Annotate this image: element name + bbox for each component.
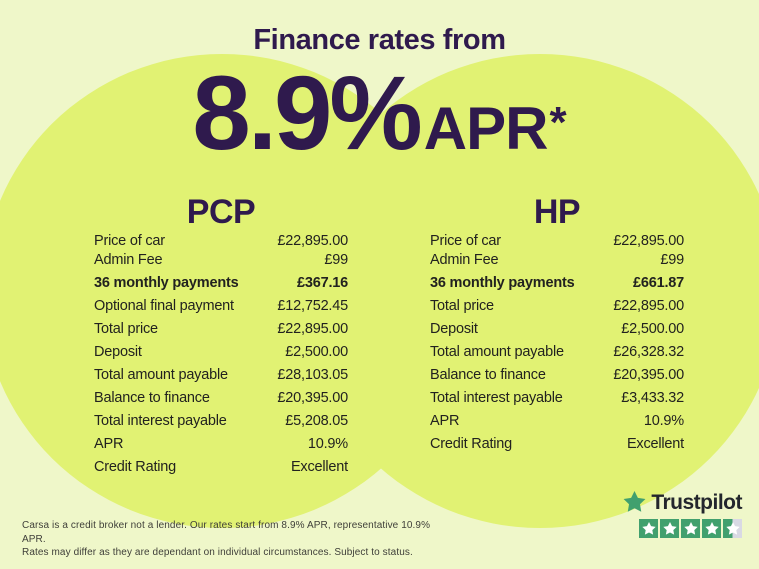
row-value: 10.9% (643, 413, 684, 429)
trustpilot-star-full (681, 519, 700, 538)
row-value: £2,500.00 (285, 344, 348, 360)
finance-row (430, 251, 684, 270)
rate-value: 8.9% (192, 55, 420, 172)
pcp-column-title: PCP (186, 193, 256, 231)
page-title: Finance rates from (253, 24, 506, 56)
row-value: £22,895.00 (277, 233, 348, 249)
finance-row (430, 343, 684, 362)
row-value: £28,103.05 (277, 367, 348, 383)
row-label: Balance to finance (94, 390, 210, 406)
finance-row (94, 232, 348, 251)
finance-row (94, 458, 348, 477)
trustpilot-star-full (660, 519, 679, 538)
rate-footnote-marker: * (549, 98, 567, 147)
row-value: £12,752.45 (277, 298, 348, 314)
row-label: Price of car (94, 233, 165, 249)
disclaimer-line-1: Carsa is a credit broker not a lender. Our rates start from 8.9% APR, representative 10.9% APR. (22, 520, 431, 545)
finance-row (94, 366, 348, 385)
row-label: Credit Rating (94, 459, 177, 475)
row-label: Deposit (430, 321, 478, 337)
finance-row (430, 320, 684, 339)
row-label: Deposit (94, 344, 142, 360)
hp-column (430, 194, 684, 454)
trustpilot-rating-stars (639, 519, 742, 538)
row-label: Total interest payable (430, 390, 563, 406)
row-label: APR (430, 413, 460, 429)
row-label: Total amount payable (94, 367, 228, 383)
row-label: Total amount payable (430, 344, 564, 360)
trustpilot-star-half (723, 519, 742, 538)
pcp-column (94, 194, 348, 477)
finance-row (430, 274, 684, 293)
finance-row (94, 251, 348, 270)
row-value: £99 (660, 252, 684, 268)
disclaimer-line-2: Rates may differ as they are dependant on individual circumstances. Subject to status. (22, 547, 413, 558)
row-value: £99 (324, 252, 348, 268)
row-value: £5,208.05 (285, 413, 348, 429)
row-value: £3,433.32 (621, 390, 684, 406)
row-label: Credit Rating (430, 436, 513, 452)
trustpilot-badge (623, 491, 742, 538)
finance-row (94, 274, 348, 293)
row-value: 10.9% (307, 436, 348, 452)
row-value: £22,895.00 (277, 321, 348, 337)
row-label: Total price (430, 298, 494, 314)
row-label: Price of car (430, 233, 501, 249)
row-label: Total price (94, 321, 158, 337)
rate-unit: APR (423, 95, 548, 162)
finance-row (430, 297, 684, 316)
headline-rate (0, 55, 759, 172)
row-value: £26,328.32 (613, 344, 684, 360)
row-label: Admin Fee (94, 252, 163, 268)
trustpilot-star-full (702, 519, 721, 538)
row-label: 36 monthly payments (94, 275, 239, 291)
finance-row (430, 389, 684, 408)
finance-row (430, 435, 684, 454)
row-label: 36 monthly payments (430, 275, 575, 291)
row-label: APR (94, 436, 124, 452)
row-value: £20,395.00 (277, 390, 348, 406)
row-value: £661.87 (632, 275, 684, 291)
trustpilot-brand-name: Trustpilot (651, 491, 742, 514)
finance-row (430, 366, 684, 385)
trustpilot-star-icon (623, 491, 646, 514)
hp-column-title: HP (533, 193, 581, 231)
row-value: £22,895.00 (613, 298, 684, 314)
row-value: £2,500.00 (621, 321, 684, 337)
finance-row (94, 343, 348, 362)
row-value: Excellent (290, 459, 348, 475)
row-value: £367.16 (296, 275, 348, 291)
hp-rows (430, 232, 684, 454)
disclaimer-text (22, 519, 442, 560)
row-label: Optional final payment (94, 298, 234, 314)
trustpilot-logo (623, 491, 742, 514)
row-label: Balance to finance (430, 367, 546, 383)
finance-row (430, 232, 684, 251)
finance-row (94, 389, 348, 408)
finance-row (430, 412, 684, 431)
finance-row (94, 320, 348, 339)
row-label: Admin Fee (430, 252, 499, 268)
row-value: Excellent (626, 436, 684, 452)
trustpilot-star-full (639, 519, 658, 538)
pcp-rows (94, 232, 348, 477)
finance-row (94, 412, 348, 431)
row-value: £20,395.00 (613, 367, 684, 383)
finance-row (94, 435, 348, 454)
row-value: £22,895.00 (613, 233, 684, 249)
finance-row (94, 297, 348, 316)
row-label: Total interest payable (94, 413, 227, 429)
